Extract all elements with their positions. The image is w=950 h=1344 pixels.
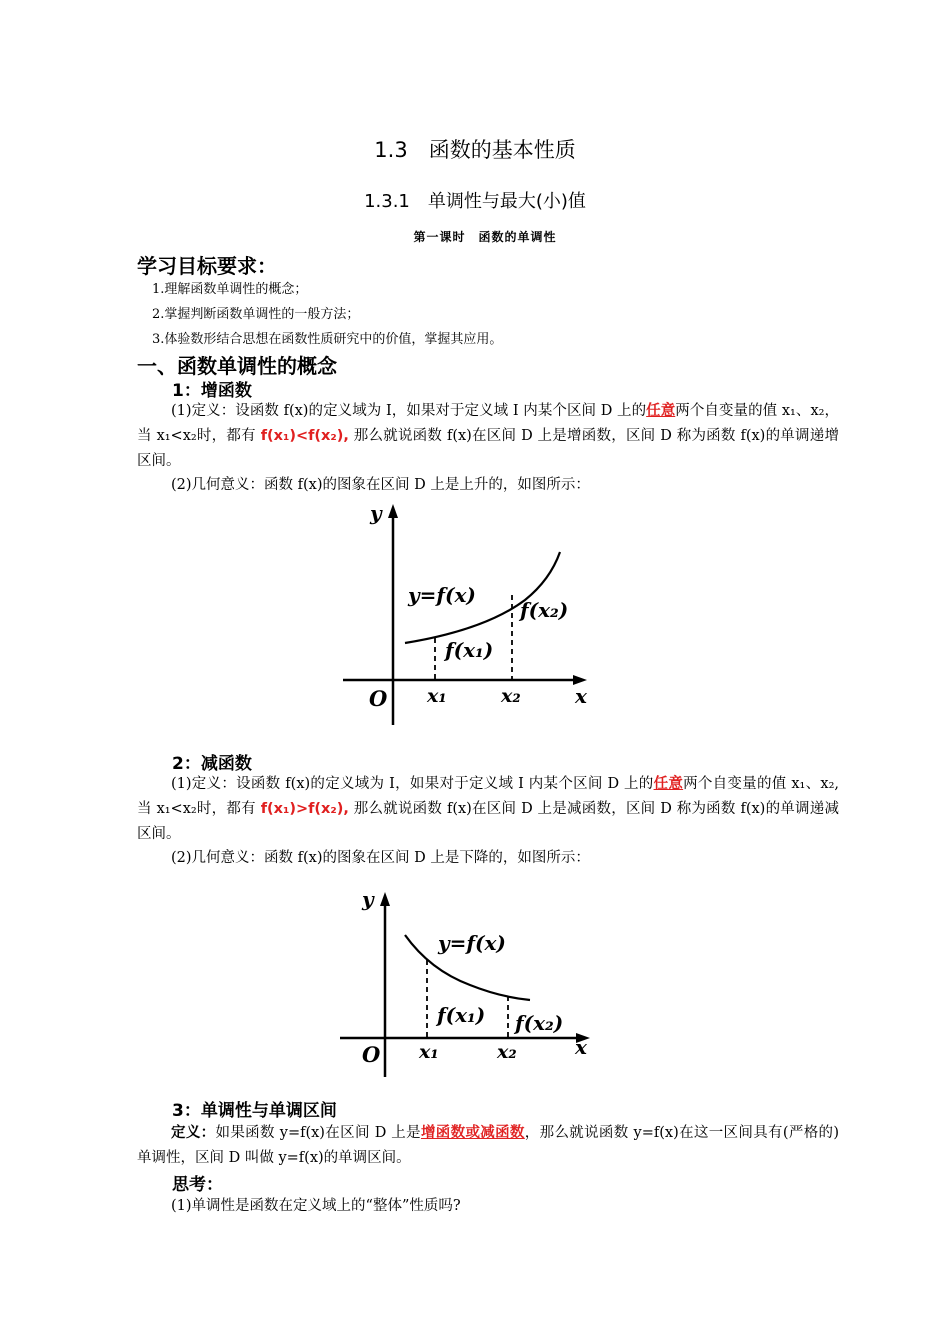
def-key-inc-dec: 增函数或减函数: [420, 1124, 525, 1141]
goals-heading: 学习目标要求：: [137, 254, 277, 278]
y-label: y: [370, 501, 382, 525]
fx1-label: f(x₁): [437, 1003, 486, 1027]
fx2-label: f(x₂): [515, 1011, 564, 1035]
increasing-heading: 1：增函数: [172, 381, 252, 401]
decreasing-definition: [137, 771, 839, 847]
curve-label: y=f(x): [408, 583, 476, 607]
def-text-c: 那么就说函数 f(x)在区间 D 上是增函数，区间 D 称为函数 f(x)的单调递增区间。: [137, 428, 839, 469]
page-title: 1.3 函数的基本性质: [374, 138, 576, 162]
def-text-b: ，那么就说函数 y=f(x)在这一区间具有(严格的)单调性，区间 D 叫做 y=f(x)的单调区间。: [137, 1125, 840, 1166]
x-label: x: [575, 684, 587, 708]
increasing-geometric-meaning: (2)几何意义：函数 f(x)的图象在区间 D 上是上升的，如图所示：: [171, 477, 590, 493]
origin-label: O: [362, 1042, 381, 1067]
def-text-c: 那么就说函数 f(x)在区间 D 上是减函数，区间 D 称为函数 f(x)的单调递减区间。: [137, 801, 839, 842]
x1-label: x₁: [419, 1041, 439, 1063]
decreasing-graph: [335, 882, 600, 1082]
def-text-b: 两个自变量的值 x₁、x₂, 当 x₁<x₂时，都有: [137, 776, 840, 817]
section-heading: 一、函数单调性的概念: [137, 354, 337, 378]
section-subtitle: 1.3.1 单调性与最大(小)值: [364, 191, 586, 212]
think-question-1: (1)单调性是函数在定义域上的“整体”性质吗?: [171, 1198, 461, 1214]
x-label: x: [575, 1035, 587, 1059]
origin-label: O: [369, 686, 388, 711]
y-arrow-icon: [388, 504, 398, 518]
def-text-a: (1)定义：设函数 f(x)的定义域为 I，如果对于定义域 I 内某个区间 D 上的: [171, 776, 654, 792]
def-text-a: 如果函数 y=f(x)在区间 D 上是: [215, 1125, 421, 1141]
think-heading: 思考：: [172, 1175, 223, 1195]
def-condition: f(x₁)<f(x₂),: [260, 428, 349, 444]
def-label: 定义：: [171, 1125, 216, 1141]
decreasing-heading: 2：减函数: [172, 754, 252, 774]
def-key-any: 任意: [653, 775, 684, 792]
goal-item-1: 1.理解函数单调性的概念；: [152, 282, 308, 297]
goal-item-3: 3.体验数形结合思想在函数性质研究中的价值，掌握其应用。: [152, 332, 503, 347]
monotonic-heading: 3：单调性与单调区间: [172, 1101, 337, 1121]
x1-label: x₁: [427, 685, 447, 707]
def-text-b: 两个自变量的值 x₁、x₂，当 x₁<x₂时，都有: [137, 403, 840, 444]
goal-item-2: 2.掌握判断函数单调性的一般方法；: [152, 307, 360, 322]
def-text-a: (1)定义：设函数 f(x)的定义域为 I，如果对于定义域 I 内某个区间 D 上的: [171, 403, 647, 419]
lesson-title: 第一课时 函数的单调性: [413, 230, 557, 244]
fx1-label: f(x₁): [445, 638, 494, 662]
def-key-any: 任意: [646, 402, 676, 419]
monotonic-definition: [137, 1120, 839, 1171]
fx2-label: f(x₂): [520, 598, 569, 622]
x2-label: x₂: [501, 685, 521, 707]
x2-label: x₂: [497, 1041, 517, 1063]
y-label: y: [362, 887, 374, 911]
def-condition: f(x₁)>f(x₂),: [260, 801, 349, 817]
curve-label: y=f(x): [438, 931, 506, 955]
y-arrow-icon: [380, 892, 390, 906]
increasing-graph: [335, 500, 600, 730]
increasing-definition: [137, 398, 839, 474]
decreasing-geometric-meaning: (2)几何意义：函数 f(x)的图象在区间 D 上是下降的，如图所示：: [171, 850, 590, 866]
